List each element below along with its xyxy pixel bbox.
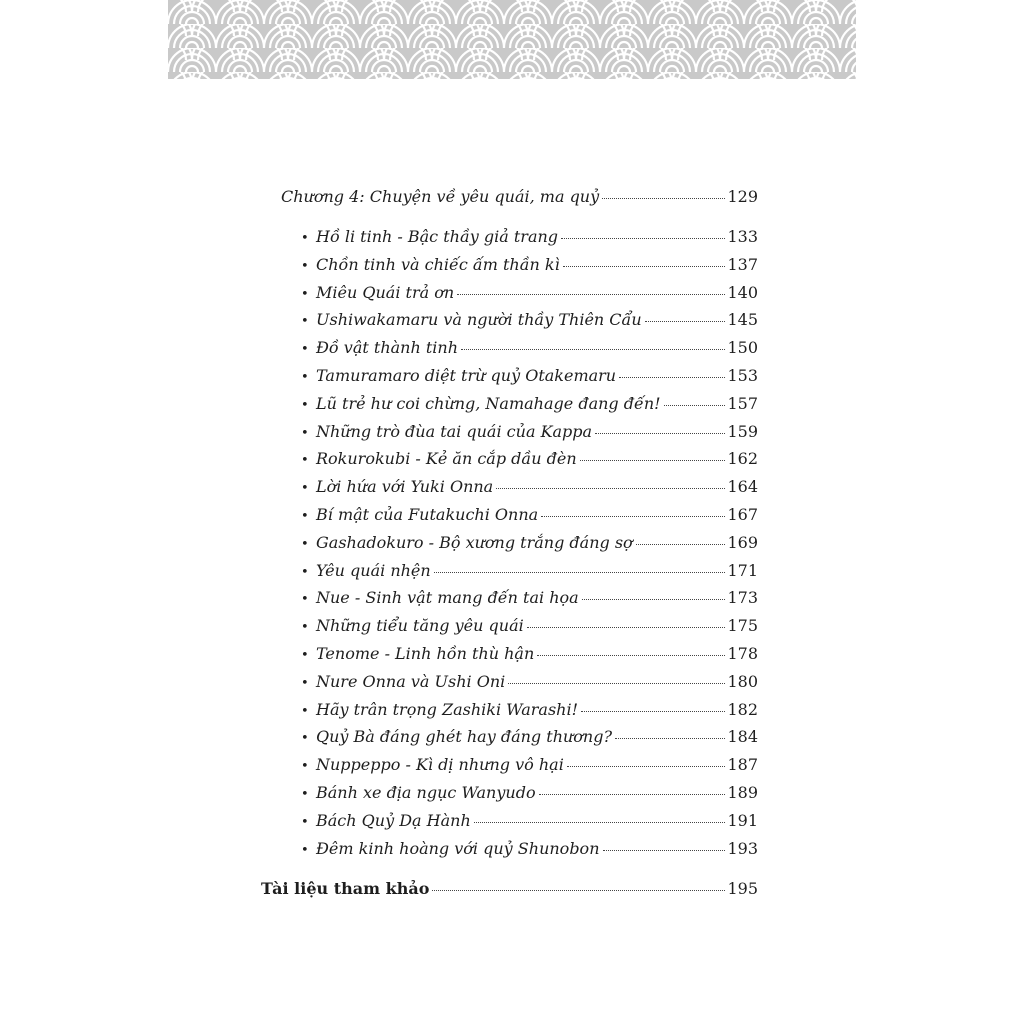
toc-item-title: Bí mật của Futakuchi Onna bbox=[316, 505, 539, 524]
bullet-icon: • bbox=[301, 370, 309, 385]
toc-item bbox=[301, 671, 758, 695]
bullet-icon: • bbox=[301, 481, 309, 497]
dot-leader bbox=[645, 307, 726, 322]
toc-item-page-number: 184 bbox=[727, 727, 758, 747]
bullet-icon: • bbox=[301, 509, 309, 524]
toc-item bbox=[301, 476, 758, 500]
toc-item-title: Tenome - Linh hồn thù hận bbox=[316, 644, 535, 663]
toc-item-title: Nuppeppo - Kì dị nhưng vô hại bbox=[316, 755, 564, 775]
toc-item-page-number: 193 bbox=[727, 838, 758, 858]
bullet-icon: • bbox=[301, 814, 309, 830]
toc-references-entry bbox=[261, 878, 758, 900]
toc-item-page-number: 178 bbox=[727, 644, 758, 663]
bullet-icon: • bbox=[301, 453, 309, 469]
toc-item-page-number: 167 bbox=[727, 505, 758, 524]
bullet-icon: • bbox=[301, 314, 309, 330]
toc-item bbox=[301, 810, 758, 834]
bullet-icon: • bbox=[301, 397, 309, 413]
toc-item bbox=[301, 532, 758, 556]
dot-leader bbox=[636, 530, 726, 545]
toc-item-title: Tamuramaro diệt trừ quỷ Otakemaru bbox=[316, 366, 617, 385]
bullet-icon: • bbox=[301, 286, 309, 302]
dot-leader bbox=[496, 474, 725, 489]
toc-item-title: Gashadokuro - Bộ xương trắng đáng sợ bbox=[316, 532, 633, 552]
toc-item-title: Lời hứa với Yuki Onna bbox=[316, 477, 494, 497]
dot-leader bbox=[561, 224, 725, 239]
dot-leader bbox=[508, 669, 725, 684]
toc-chapter-entry bbox=[281, 186, 758, 208]
toc-item-page-number: 171 bbox=[727, 560, 758, 580]
toc-item-title: Đêm kinh hoàng với quỷ Shunobon bbox=[316, 838, 600, 858]
toc-item bbox=[301, 615, 758, 639]
toc-item-page-number: 182 bbox=[727, 699, 758, 719]
toc-item-page-number: 159 bbox=[727, 421, 758, 441]
bullet-icon: • bbox=[301, 536, 309, 552]
chapter-title: Chương 4: Chuyện về yêu quái, ma quỷ bbox=[281, 187, 600, 206]
bullet-icon: • bbox=[301, 620, 309, 636]
toc-item bbox=[301, 504, 758, 528]
toc-item bbox=[301, 782, 758, 806]
toc-item bbox=[301, 587, 758, 611]
toc-item-page-number: 189 bbox=[727, 783, 758, 802]
dot-leader bbox=[595, 419, 725, 434]
toc-item bbox=[301, 838, 758, 862]
dot-leader bbox=[567, 752, 726, 767]
bullet-icon: • bbox=[301, 258, 309, 274]
toc-item-page-number: 140 bbox=[727, 282, 758, 302]
dot-leader bbox=[432, 876, 725, 891]
toc-item bbox=[301, 448, 758, 472]
toc-item-page-number: 187 bbox=[727, 755, 758, 775]
bullet-icon: • bbox=[301, 787, 309, 802]
bullet-icon: • bbox=[301, 759, 309, 775]
toc-item-title: Nure Onna và Ushi Oni bbox=[316, 671, 506, 691]
chapter-page-number: 129 bbox=[727, 187, 758, 206]
toc-item bbox=[301, 643, 758, 667]
toc-item bbox=[301, 254, 758, 278]
dot-leader bbox=[457, 280, 725, 295]
toc-item-page-number: 162 bbox=[727, 449, 758, 469]
toc-item-title: Miêu Quái trả ơn bbox=[316, 282, 455, 302]
toc-item bbox=[301, 393, 758, 417]
toc-item-title: Quỷ Bà đáng ghét hay đáng thương? bbox=[316, 727, 613, 747]
dot-leader bbox=[619, 363, 725, 378]
toc-item-title: Đồ vật thành tinh bbox=[316, 338, 459, 358]
toc-item-title: Hãy trân trọng Zashiki Warashi! bbox=[316, 699, 578, 719]
bullet-icon: • bbox=[301, 425, 309, 441]
toc-item-title: Rokurokubi - Kẻ ăn cắp dầu đèn bbox=[316, 449, 577, 469]
toc-item-title: Bánh xe địa ngục Wanyudo bbox=[316, 783, 536, 802]
toc-item-page-number: 137 bbox=[727, 254, 758, 274]
dot-leader bbox=[664, 391, 726, 406]
references-title: Tài liệu tham khảo bbox=[261, 879, 430, 898]
dot-leader bbox=[580, 446, 726, 461]
toc-item bbox=[301, 337, 758, 361]
toc-item-title: Những trò đùa tai quái của Kappa bbox=[316, 421, 593, 441]
toc-item bbox=[301, 726, 758, 750]
dot-leader bbox=[461, 335, 725, 350]
toc-item-page-number: 164 bbox=[727, 477, 758, 497]
toc-item bbox=[301, 282, 758, 306]
toc-item-title: Hồ li tinh - Bậc thầy giả trang bbox=[316, 227, 559, 246]
toc-item bbox=[301, 226, 758, 250]
references-page-number: 195 bbox=[727, 879, 758, 898]
bullet-icon: • bbox=[301, 731, 309, 747]
bullet-icon: • bbox=[301, 703, 309, 719]
dot-leader bbox=[541, 502, 725, 517]
dot-leader bbox=[563, 252, 726, 267]
bullet-icon: • bbox=[301, 842, 309, 858]
bullet-icon: • bbox=[301, 648, 309, 663]
toc-item bbox=[301, 309, 758, 333]
bullet-icon: • bbox=[301, 675, 309, 691]
bullet-icon: • bbox=[301, 342, 309, 358]
toc-item-title: Yêu quái nhện bbox=[316, 560, 431, 580]
toc-item-title: Những tiểu tăng yêu quái bbox=[316, 616, 524, 636]
toc-item-title: Chồn tinh và chiếc ấm thần kì bbox=[316, 254, 560, 274]
toc-item-title: Bách Quỷ Dạ Hành bbox=[316, 810, 471, 830]
toc-item-page-number: 173 bbox=[727, 588, 758, 608]
toc-item-page-number: 157 bbox=[727, 393, 758, 413]
bullet-icon: • bbox=[301, 592, 309, 608]
toc-item-page-number: 175 bbox=[727, 616, 758, 636]
dot-leader bbox=[603, 836, 726, 851]
toc-item bbox=[301, 754, 758, 778]
toc-item bbox=[301, 560, 758, 584]
toc-item-page-number: 153 bbox=[727, 366, 758, 385]
toc-item-page-number: 180 bbox=[727, 671, 758, 691]
toc-item-page-number: 145 bbox=[727, 310, 758, 330]
bullet-icon: • bbox=[301, 564, 309, 580]
dot-leader bbox=[434, 558, 726, 573]
toc-item bbox=[301, 421, 758, 445]
dot-leader bbox=[539, 780, 726, 795]
toc-item bbox=[301, 699, 758, 723]
toc-item-page-number: 133 bbox=[727, 227, 758, 246]
toc-item-title: Ushiwakamaru và người thầy Thiên Cẩu bbox=[316, 310, 642, 330]
dot-leader bbox=[581, 697, 725, 712]
bullet-icon: • bbox=[301, 231, 309, 246]
dot-leader bbox=[537, 641, 725, 656]
toc-item-page-number: 191 bbox=[727, 810, 758, 830]
toc-item-page-number: 169 bbox=[727, 532, 758, 552]
toc-item bbox=[301, 365, 758, 389]
dot-leader bbox=[615, 724, 725, 739]
toc-item-title: Lũ trẻ hư coi chừng, Namahage đang đến! bbox=[316, 393, 661, 413]
dot-leader bbox=[602, 184, 725, 199]
dot-leader bbox=[474, 808, 726, 823]
dot-leader bbox=[527, 613, 726, 628]
toc-item-title: Nue - Sinh vật mang đến tai họa bbox=[316, 588, 579, 608]
dot-leader bbox=[582, 585, 726, 600]
toc-item-page-number: 150 bbox=[727, 338, 758, 358]
